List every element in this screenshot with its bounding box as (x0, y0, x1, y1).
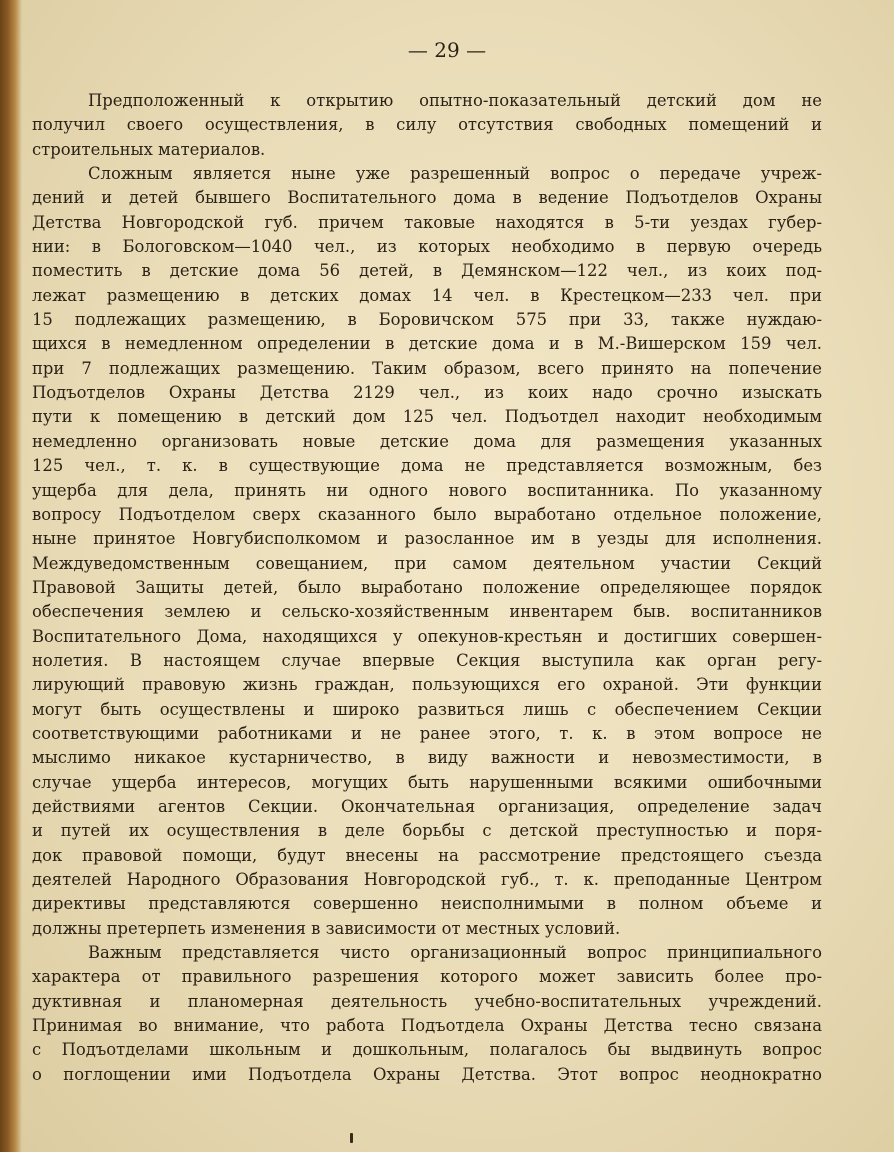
text-line: пути к помещению в детский дом 125 чел. Подъотдел находит необходимым (32, 407, 822, 427)
text-line: ныне принятое Новгубисполкомом и разосланное им в уезды для исполнения. (32, 529, 822, 549)
text-line: щихся в немедленном определении в детские дома и в М.-Вишерском 159 чел. (32, 334, 822, 354)
text-line: действиями агентов Секции. Окончательная организация, определение задач (32, 796, 822, 816)
text-line: деятелей Народного Образования Новгородской губ., т. к. преподанные Центром (32, 870, 822, 889)
text-line: при 7 подлежащих размещению. Таким образом, всего принято на попечение (32, 358, 822, 378)
text-line: характера от правильного разрешения которого может зависить более про- (32, 967, 822, 987)
text-line: док правовой помощи, будут внесены на рассмотрение предстоящего съезда (32, 845, 822, 865)
text-line: Детства Новгородской губ. причем таковые находятся в 5-ти уездах губер- (32, 212, 822, 232)
text-line: Сложным является ныне уже разрешенный вопрос о передаче учреж- (88, 164, 822, 184)
text-line: лирующий правовую жизнь граждан, пользующихся его охраной. Эти функции (32, 675, 822, 695)
text-line: о поглощении ими Подъотдела Охраны Детства. Этот вопрос неоднократно (32, 1064, 822, 1084)
text-line: Междуведомственным совещанием, при самом деятельном участии Секций (32, 553, 822, 573)
text-line: Подъотделов Охраны Детства 2129 чел., из коих надо срочно изыскать (32, 383, 822, 403)
text-line: лежат размещению в детских домах 14 чел. в Крестецком—233 чел. при (32, 285, 822, 305)
ink-speck (350, 1133, 353, 1143)
text-line: мыслимо никакое кустарничество, в виду важности и невозместимости, в (32, 748, 822, 768)
text-line: и путей их осуществления в деле борьбы с детской преступностью и поря- (32, 821, 822, 841)
text-line: Воспитательного Дома, находящихся у опекунов-крестьян и достигших совершен- (32, 626, 822, 646)
text-line: строительных материалов. (32, 139, 266, 159)
text-line: с Подъотделами школьным и дошкольным, полагалось бы выдвинуть вопрос (32, 1040, 822, 1060)
text-line: должны претерпеть изменения в зависимости от местных условий. (32, 918, 621, 938)
text-line: поместить в детские дома 56 детей, в Демянском—122 чел., из коих под- (32, 261, 822, 281)
body-text (32, 89, 822, 1087)
text-line: нолетия. В настоящем случае впервые Секция выступила как орган регу- (32, 650, 822, 670)
text-line: получил своего осуществления, в силу отсутствия свободных помещений и (32, 115, 822, 135)
text-line: дуктивная и планомерная деятельность учебно-воспитательных учреждений. (32, 991, 822, 1011)
text-line: вопросу Подъотделом сверх сказанного было выработано отдельное положение, (32, 504, 822, 524)
text-line: ущерба для дела, принять ни одного нового воспитанника. По указанному (32, 480, 822, 500)
text-line: случае ущерба интересов, могущих быть нарушенными всякими ошибочными (32, 772, 822, 792)
text-line: Предположенный к открытию опытно-показательный детский дом не (88, 91, 822, 110)
text-line: 125 чел., т. к. в существующие дома не представляется возможным, без (32, 456, 822, 476)
text-line: дений и детей бывшего Воспитательного дома в ведение Подъотделов Охраны (32, 188, 822, 208)
page-number: — 29 — (407, 38, 487, 62)
text-line: обеспечения землею и сельско-хозяйственным инвентарем быв. воспитанников (32, 602, 822, 622)
text-line: директивы представляются совершенно неисполнимыми в полном объеме и (32, 894, 822, 914)
text-line: нии: в Бологовском—1040 чел., из которых необходимо в первую очередь (32, 237, 822, 257)
text-line: Важным представляется чисто организационный вопрос принципиального (88, 943, 822, 963)
text-line: 15 подлежащих размещению, в Боровичском 575 при 33, также нуждаю- (32, 310, 822, 330)
book-binding-edge (0, 0, 22, 1152)
text-line: Правовой Защиты детей, было выработано положение определяющее порядок (32, 577, 822, 597)
text-line: могут быть осуществлены и широко развиться лишь с обеспечением Секции (32, 699, 822, 719)
text-line: соответствующими работниками и не ранее этого, т. к. в этом вопросе не (32, 723, 822, 743)
text-line: Принимая во внимание, что работа Подъотдела Охраны Детства тесно связана (32, 1016, 822, 1036)
text-line: немедленно организовать новые детские дома для размещения указанных (32, 431, 822, 451)
